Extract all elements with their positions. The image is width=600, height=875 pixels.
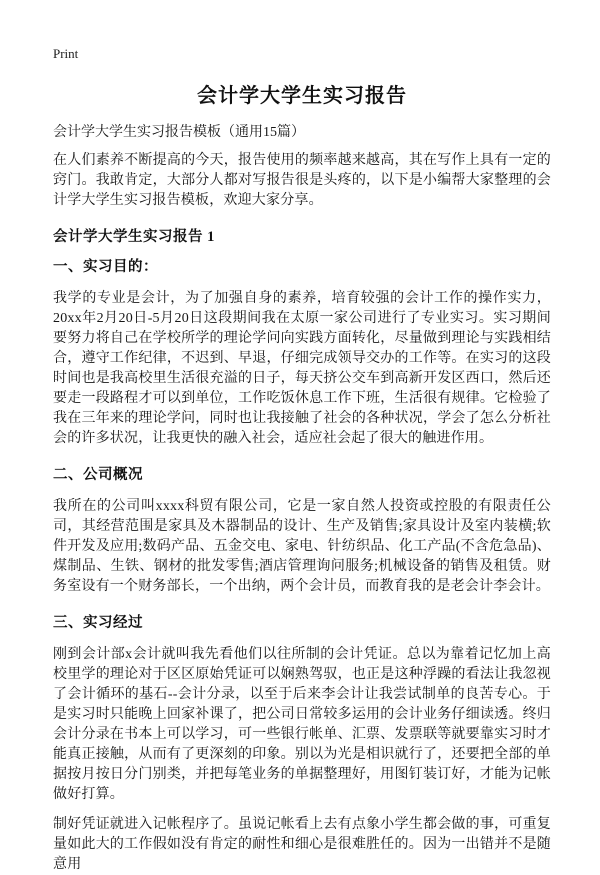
section-heading-purpose: 一、实习目的： — [53, 259, 158, 275]
intro-paragraph: 在人们素养不断提高的今天，报告使用的频率越来越高，其在写作上具有一定的窍门。我敢肯定，大部分人都对写报告很是头疼的，以下是小编帮大家整理的会计学大学生实习报告模板，欢迎大家分享。 — [53, 153, 551, 208]
report-number-heading: 会计学大学生实习报告 1 — [53, 229, 215, 245]
page-title: 会计学大学生实习报告 — [197, 85, 407, 107]
print-button[interactable]: Print — [53, 46, 79, 61]
section-process-paragraph-2: 制好凭证就进入记帐程序了。虽说记帐看上去有点象小学生都会做的事，可重复量如此大的工作假如没有肯定的耐性和细心是很难胜任的。因为一出错并不是随意用 — [53, 817, 551, 872]
document-subtitle: 会计学大学生实习报告模板（通用15篇） — [53, 125, 305, 140]
section-purpose-paragraph: 我学的专业是会计，为了加强自身的素养，培育较强的会计工作的操作实力，20xx年2月20日-5月20日这段期间我在太原一家公司进行了专业实习。实习期间要努力将自己在学校所学的理论学问向实践方面转化，尽量做到理论与实践相结合，遵守工作纪律，不迟到、早退，仔细完成领导交办的工作等。在实习的这段时间也是我高校里生活很充溢的日子，每天挤公交车到高新开发区西口，然后还要走一段路程才可以到单位，工作吃饭休息工作下班，生活很有规律。它检验了我在三年来的理论学问，同时也让我接触了社会的各种状况，学会了怎么分析社会的许多状况，让我更快的融入社会，适应社会起了很大的触进作用。 — [53, 291, 551, 446]
section-heading-company: 二、公司概况 — [53, 467, 143, 483]
section-heading-process: 三、实习经过 — [53, 615, 143, 631]
section-process-paragraph-1: 刚到会计部x会计就叫我先看他们以往所制的会计凭证。总以为靠着记忆加上高校里学的理论对于区区原始凭证可以娴熟驾驭，也正是这种浮躁的看法让我忽视了会计循环的基石--会计分录，以至于后来李会计让我尝试制单的良苦专心。于是实习时只能晚上回家补课了，把公司日常较多运用的会计业务仔细读透。终归会计分录在书本上可以学习，可一些银行帐单、汇票、发票联等就要靠实习时才能真正接触，从而有了更深刻的印象。别以为光是相识就行了，还要把全部的单据按月按日分门别类，并把每笔业务的单据整理好，用图钉装订好，才能为记帐做好打算。 — [53, 647, 551, 802]
section-company-paragraph: 我所在的公司叫xxxx科贸有限公司，它是一家自然人投资或控股的有限责任公司，其经营范围是家具及木器制品的设计、生产及销售;家具设计及室内装横;软件开发及应用;数码产品、五金交电、家电、针纺织品、化工产品(不含危急品)、煤制品、生铁、钢材的批发零售;酒店管理询问服务;机械设备的销售及租赁。财务室设有一个财务部长，一个出纳，两个会计员，而教育我的是老会计李会计。 — [53, 499, 551, 594]
